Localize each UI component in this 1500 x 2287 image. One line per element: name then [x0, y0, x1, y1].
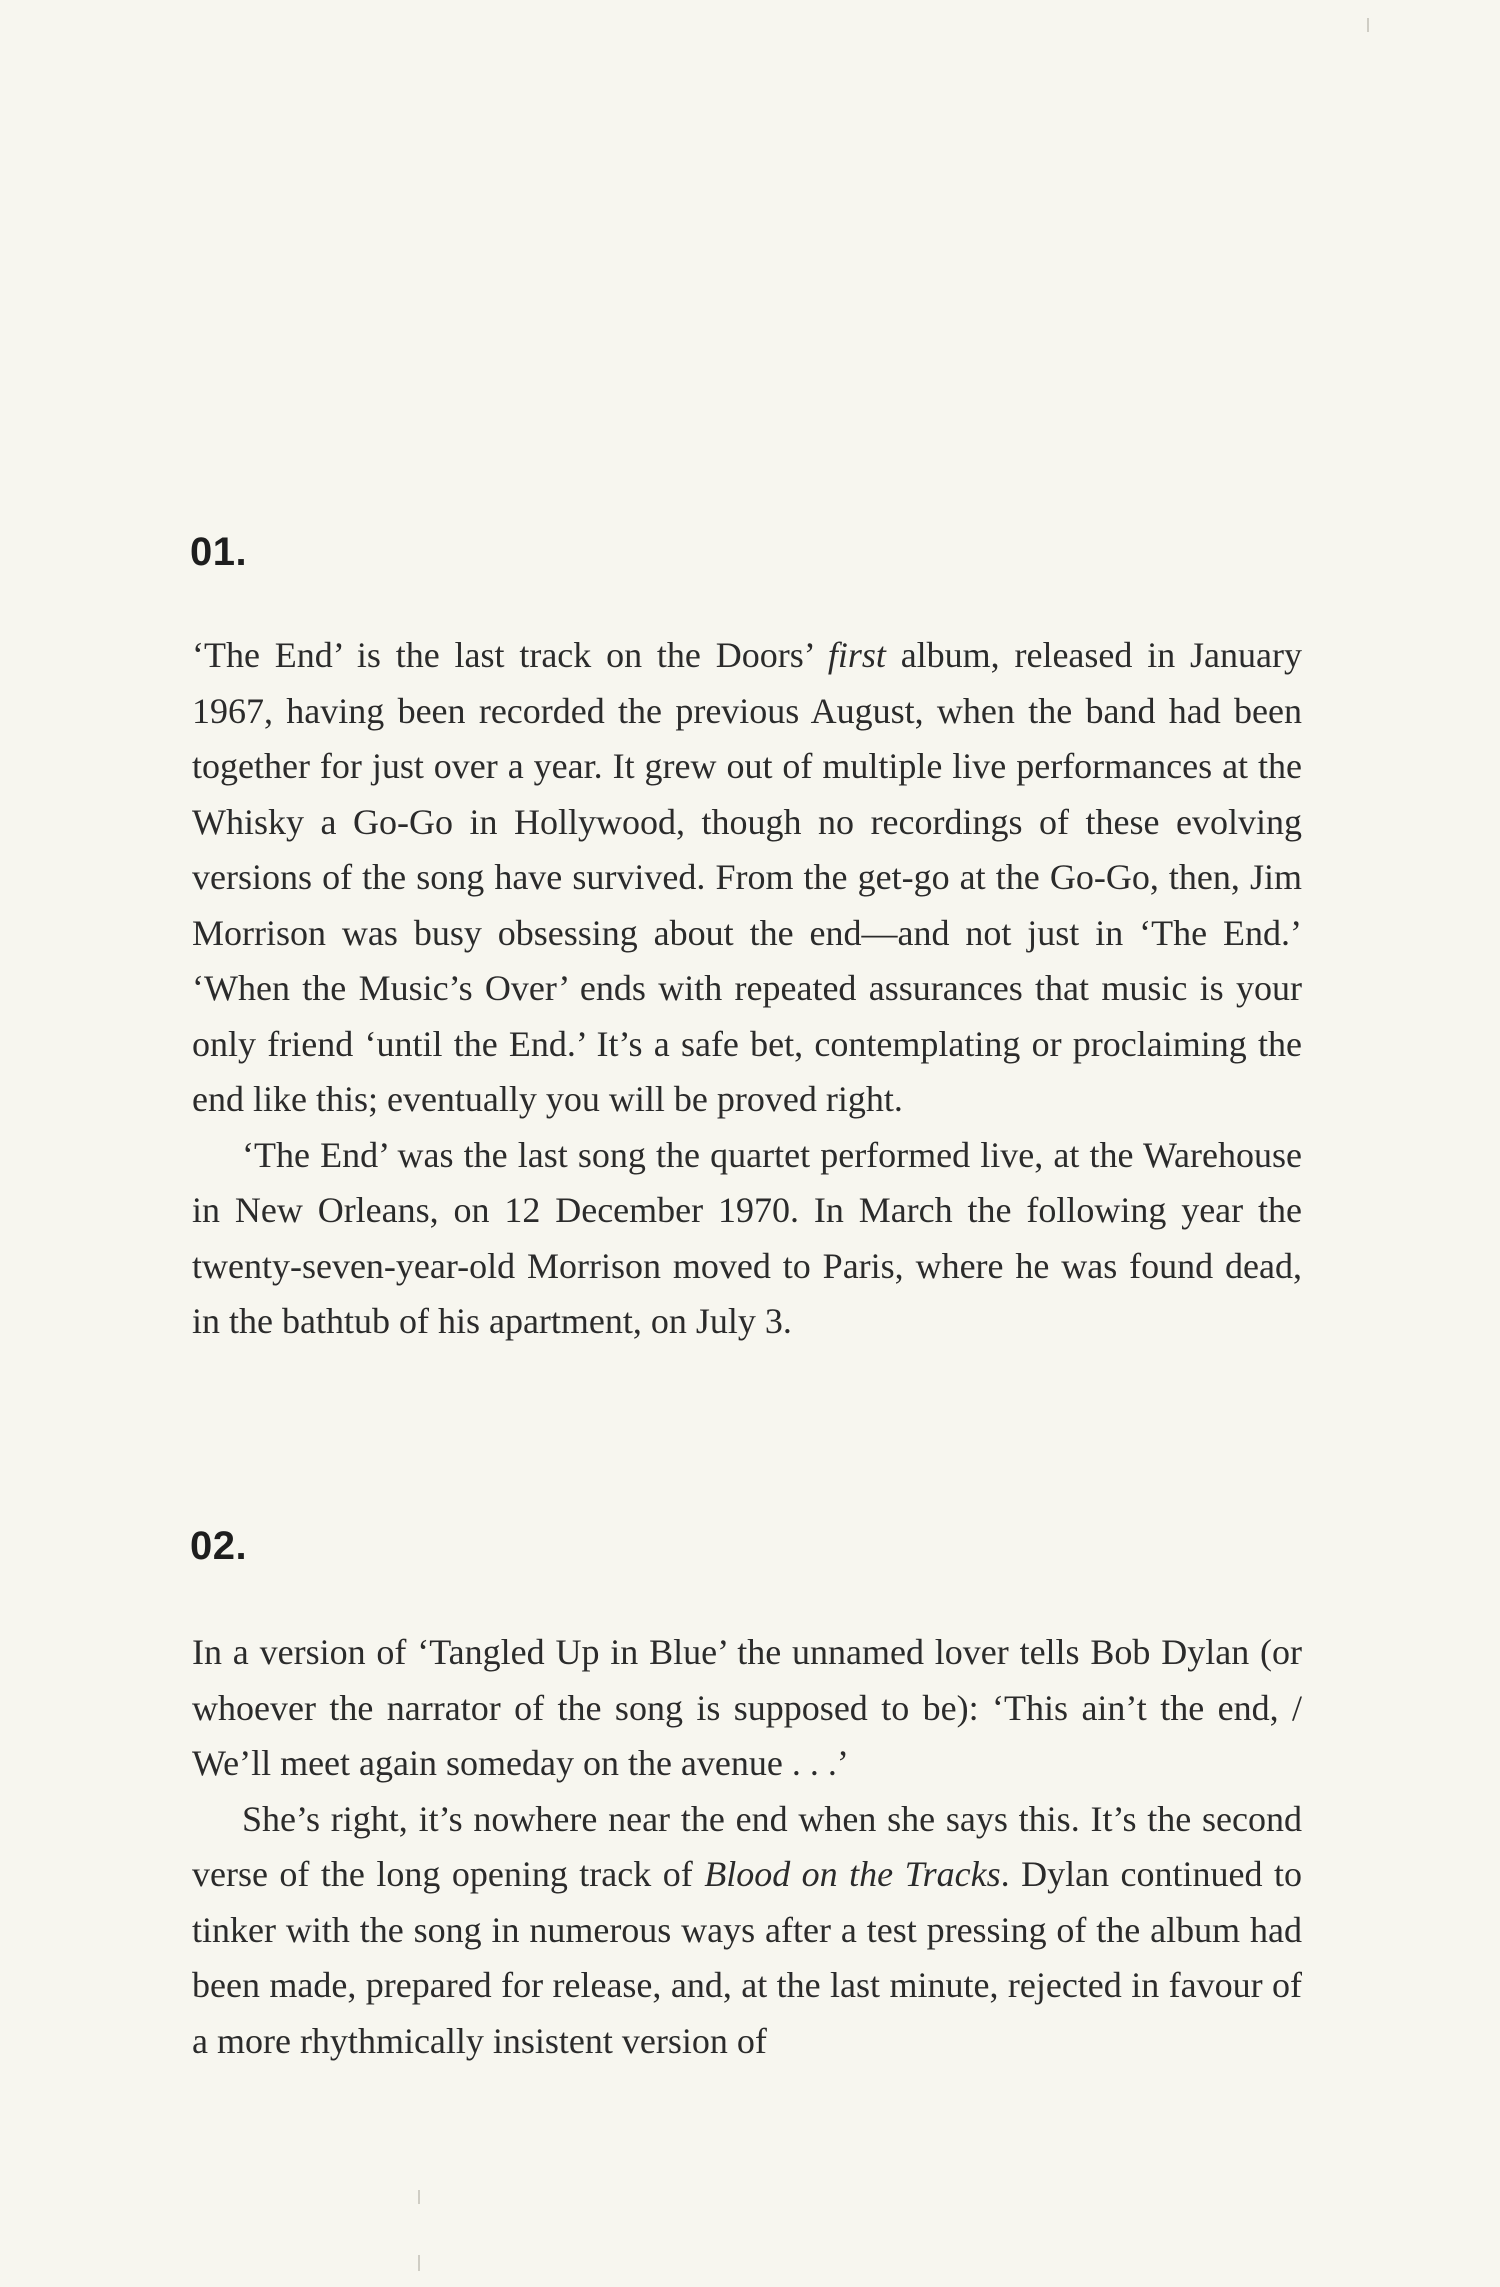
- italic-text: first: [827, 635, 886, 675]
- paragraph: [192, 1625, 1302, 1792]
- text-run: . Dylan continued to tinker with the song in numerous ways after a test pressing of the album had been made, prepared for release, and, at the last minute, rejected in favour of a more rhythmically insistent version of: [192, 1854, 1303, 2061]
- italic-text: Blood on the Tracks: [704, 1854, 1001, 1894]
- text-run: album, released in January 1967, having been recorded the previous August, when the band had been together for just over a year. It grew out of multiple live performances at the Whisky a Go-Go in Hollywood, though no recordings of these evolving versions of the song have survived. From the get-go at the Go-Go, then, Jim Morrison was busy obsessing about the end—and not just in ‘The End.’ ‘When the Music’s Over’ ends with repeated assurances that music is your only friend ‘until the End.’ It’s a safe bet, contemplating or proclaiming the end like this; eventually you will be proved right.: [192, 635, 1302, 1119]
- section-02-body: [192, 1625, 1302, 2069]
- text-run: ‘The End’ is the last track on the Doors’: [192, 635, 828, 675]
- scan-mark: [418, 2190, 420, 2204]
- scan-mark: [1367, 18, 1369, 32]
- section-01-body: [192, 628, 1302, 1350]
- text-run: She’s right, it’s nowhere near the end when she says this. It’s the second verse of the long opening track of: [192, 1798, 1302, 1894]
- scan-mark: [418, 2255, 420, 2271]
- paragraph: [192, 628, 1302, 1128]
- text-run: In a version of ‘Tangled Up in Blue’ the unnamed lover tells Bob Dylan (or whoever the narrator of the song is supposed to be): ‘This ain’t the end, / We’ll meet again someday on the avenue . . .’: [192, 1632, 1302, 1783]
- paragraph: [192, 1792, 1302, 2070]
- text-run: ‘The End’ was the last song the quartet performed live, at the Warehouse in New Orleans, on 12 December 1970. In March the following year the twenty-seven-year-old Morrison moved to Paris, where he was found dead, in the bathtub of his apartment, on July 3.: [192, 1134, 1302, 1341]
- section-number-01: 01.: [190, 530, 248, 574]
- section-number-02: 02.: [190, 1524, 248, 1568]
- paragraph: [192, 1128, 1302, 1350]
